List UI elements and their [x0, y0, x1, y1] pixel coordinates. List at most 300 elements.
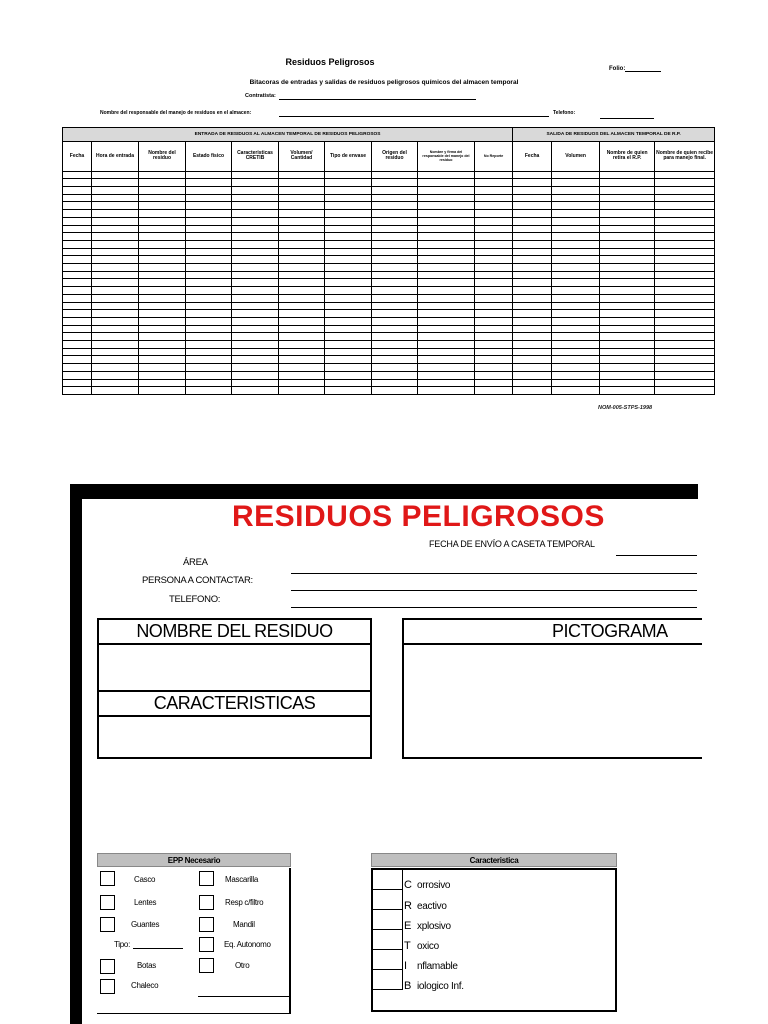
table-cell[interactable] — [372, 379, 418, 387]
table-cell[interactable] — [372, 364, 418, 372]
table-cell[interactable] — [552, 371, 600, 379]
table-cell[interactable] — [325, 271, 372, 279]
table-cell[interactable] — [63, 364, 92, 372]
table-cell[interactable] — [513, 217, 552, 225]
table-cell[interactable] — [325, 356, 372, 364]
table-cell[interactable] — [600, 233, 655, 241]
table-cell[interactable] — [186, 264, 232, 272]
table-cell[interactable] — [600, 256, 655, 264]
table-cell[interactable] — [552, 310, 600, 318]
table-cell[interactable] — [655, 310, 715, 318]
table-cell[interactable] — [372, 248, 418, 256]
table-cell[interactable] — [418, 194, 475, 202]
table-cell[interactable] — [372, 371, 418, 379]
table-cell[interactable] — [92, 371, 139, 379]
table-cell[interactable] — [475, 333, 513, 341]
table-cell[interactable] — [63, 317, 92, 325]
table-cell[interactable] — [232, 194, 279, 202]
table-cell[interactable] — [418, 356, 475, 364]
table-cell[interactable] — [513, 187, 552, 195]
table-cell[interactable] — [372, 348, 418, 356]
table-cell[interactable] — [552, 187, 600, 195]
table-cell[interactable] — [232, 379, 279, 387]
table-cell[interactable] — [232, 240, 279, 248]
table-cell[interactable] — [475, 348, 513, 356]
table-cell[interactable] — [418, 294, 475, 302]
table-cell[interactable] — [552, 333, 600, 341]
folio-line[interactable] — [625, 66, 661, 72]
table-cell[interactable] — [418, 341, 475, 349]
table-cell[interactable] — [139, 294, 186, 302]
table-cell[interactable] — [279, 348, 325, 356]
table-cell[interactable] — [513, 317, 552, 325]
table-cell[interactable] — [232, 333, 279, 341]
table-cell[interactable] — [92, 179, 139, 187]
table-cell[interactable] — [232, 371, 279, 379]
table-cell[interactable] — [63, 310, 92, 318]
table-cell[interactable] — [552, 256, 600, 264]
table-cell[interactable] — [279, 179, 325, 187]
table-cell[interactable] — [513, 248, 552, 256]
table-cell[interactable] — [513, 294, 552, 302]
table-cell[interactable] — [475, 341, 513, 349]
table-cell[interactable] — [475, 271, 513, 279]
table-cell[interactable] — [600, 171, 655, 179]
table-cell[interactable] — [232, 264, 279, 272]
table-cell[interactable] — [600, 279, 655, 287]
table-cell[interactable] — [63, 341, 92, 349]
table-cell[interactable] — [139, 379, 186, 387]
table-cell[interactable] — [279, 279, 325, 287]
table-cell[interactable] — [92, 248, 139, 256]
table-cell[interactable] — [552, 325, 600, 333]
area-field[interactable] — [291, 573, 697, 574]
table-cell[interactable] — [552, 287, 600, 295]
table-cell[interactable] — [92, 302, 139, 310]
table-cell[interactable] — [279, 379, 325, 387]
table-cell[interactable] — [372, 225, 418, 233]
table-cell[interactable] — [655, 271, 715, 279]
table-cell[interactable] — [279, 333, 325, 341]
table-cell[interactable] — [232, 171, 279, 179]
table-cell[interactable] — [186, 294, 232, 302]
table-cell[interactable] — [92, 171, 139, 179]
table-cell[interactable] — [232, 387, 279, 395]
table-cell[interactable] — [92, 294, 139, 302]
table-cell[interactable] — [513, 171, 552, 179]
table-cell[interactable] — [279, 194, 325, 202]
table-cell[interactable] — [92, 348, 139, 356]
table-cell[interactable] — [475, 233, 513, 241]
table-cell[interactable] — [418, 364, 475, 372]
table-cell[interactable] — [655, 225, 715, 233]
table-cell[interactable] — [655, 348, 715, 356]
table-cell[interactable] — [139, 356, 186, 364]
mascarilla-checkbox[interactable] — [199, 871, 214, 886]
table-cell[interactable] — [513, 279, 552, 287]
table-cell[interactable] — [655, 287, 715, 295]
table-cell[interactable] — [186, 341, 232, 349]
table-cell[interactable] — [418, 287, 475, 295]
table-cell[interactable] — [279, 317, 325, 325]
reactivo-checkbox[interactable] — [373, 890, 403, 910]
table-cell[interactable] — [232, 302, 279, 310]
table-cell[interactable] — [92, 387, 139, 395]
table-cell[interactable] — [418, 302, 475, 310]
table-cell[interactable] — [279, 310, 325, 318]
table-cell[interactable] — [279, 210, 325, 218]
table-cell[interactable] — [513, 387, 552, 395]
table-cell[interactable] — [600, 179, 655, 187]
toxico-checkbox[interactable] — [373, 930, 403, 950]
table-cell[interactable] — [325, 287, 372, 295]
table-cell[interactable] — [63, 356, 92, 364]
table-cell[interactable] — [513, 240, 552, 248]
table-cell[interactable] — [475, 371, 513, 379]
table-cell[interactable] — [279, 256, 325, 264]
table-cell[interactable] — [325, 310, 372, 318]
table-cell[interactable] — [600, 310, 655, 318]
table-cell[interactable] — [63, 171, 92, 179]
table-cell[interactable] — [186, 240, 232, 248]
table-cell[interactable] — [372, 310, 418, 318]
table-cell[interactable] — [372, 187, 418, 195]
table-cell[interactable] — [600, 379, 655, 387]
table-cell[interactable] — [418, 271, 475, 279]
table-cell[interactable] — [600, 217, 655, 225]
table-cell[interactable] — [372, 217, 418, 225]
table-cell[interactable] — [325, 364, 372, 372]
table-cell[interactable] — [600, 264, 655, 272]
table-cell[interactable] — [279, 271, 325, 279]
table-cell[interactable] — [186, 287, 232, 295]
table-cell[interactable] — [325, 294, 372, 302]
table-cell[interactable] — [600, 287, 655, 295]
table-cell[interactable] — [279, 240, 325, 248]
table-cell[interactable] — [325, 302, 372, 310]
table-cell[interactable] — [513, 379, 552, 387]
table-cell[interactable] — [418, 248, 475, 256]
table-cell[interactable] — [325, 210, 372, 218]
table-cell[interactable] — [279, 171, 325, 179]
table-cell[interactable] — [513, 371, 552, 379]
table-cell[interactable] — [279, 287, 325, 295]
table-cell[interactable] — [63, 233, 92, 241]
table-cell[interactable] — [139, 302, 186, 310]
table-cell[interactable] — [552, 348, 600, 356]
table-cell[interactable] — [418, 202, 475, 210]
table-cell[interactable] — [600, 371, 655, 379]
table-cell[interactable] — [372, 387, 418, 395]
table-cell[interactable] — [325, 325, 372, 333]
table-cell[interactable] — [186, 202, 232, 210]
table-cell[interactable] — [63, 202, 92, 210]
table-cell[interactable] — [552, 379, 600, 387]
table-cell[interactable] — [513, 225, 552, 233]
table-cell[interactable] — [279, 341, 325, 349]
table-cell[interactable] — [186, 364, 232, 372]
table-cell[interactable] — [63, 179, 92, 187]
table-cell[interactable] — [600, 364, 655, 372]
table-cell[interactable] — [372, 302, 418, 310]
table-cell[interactable] — [372, 240, 418, 248]
table-cell[interactable] — [372, 256, 418, 264]
table-cell[interactable] — [552, 240, 600, 248]
table-cell[interactable] — [186, 171, 232, 179]
table-cell[interactable] — [418, 333, 475, 341]
table-cell[interactable] — [186, 379, 232, 387]
telefono-field[interactable] — [291, 607, 697, 608]
table-cell[interactable] — [418, 256, 475, 264]
table-cell[interactable] — [655, 240, 715, 248]
table-cell[interactable] — [655, 302, 715, 310]
table-cell[interactable] — [513, 264, 552, 272]
table-cell[interactable] — [325, 256, 372, 264]
table-cell[interactable] — [139, 348, 186, 356]
mandil-checkbox[interactable] — [199, 917, 214, 932]
table-cell[interactable] — [418, 225, 475, 233]
table-cell[interactable] — [325, 202, 372, 210]
table-cell[interactable] — [655, 210, 715, 218]
table-cell[interactable] — [372, 210, 418, 218]
table-cell[interactable] — [63, 387, 92, 395]
table-cell[interactable] — [552, 217, 600, 225]
table-cell[interactable] — [92, 341, 139, 349]
table-cell[interactable] — [552, 225, 600, 233]
table-cell[interactable] — [475, 379, 513, 387]
resp-filtro-checkbox[interactable] — [199, 895, 214, 910]
table-cell[interactable] — [186, 210, 232, 218]
table-cell[interactable] — [600, 294, 655, 302]
table-cell[interactable] — [513, 341, 552, 349]
table-cell[interactable] — [186, 271, 232, 279]
table-cell[interactable] — [418, 264, 475, 272]
table-cell[interactable] — [139, 194, 186, 202]
table-cell[interactable] — [600, 302, 655, 310]
table-cell[interactable] — [475, 310, 513, 318]
table-cell[interactable] — [513, 179, 552, 187]
table-cell[interactable] — [232, 356, 279, 364]
table-cell[interactable] — [186, 371, 232, 379]
table-cell[interactable] — [475, 194, 513, 202]
table-cell[interactable] — [552, 279, 600, 287]
casco-checkbox[interactable] — [100, 871, 115, 886]
table-cell[interactable] — [186, 317, 232, 325]
biologico-checkbox[interactable] — [373, 970, 403, 990]
table-cell[interactable] — [325, 264, 372, 272]
table-cell[interactable] — [279, 217, 325, 225]
table-cell[interactable] — [279, 202, 325, 210]
table-cell[interactable] — [186, 387, 232, 395]
table-cell[interactable] — [186, 333, 232, 341]
table-cell[interactable] — [186, 248, 232, 256]
table-cell[interactable] — [232, 341, 279, 349]
table-cell[interactable] — [232, 287, 279, 295]
table-cell[interactable] — [372, 171, 418, 179]
table-cell[interactable] — [92, 317, 139, 325]
table-cell[interactable] — [655, 217, 715, 225]
table-cell[interactable] — [418, 348, 475, 356]
table-cell[interactable] — [513, 348, 552, 356]
persona-contactar-field[interactable] — [291, 590, 697, 591]
table-cell[interactable] — [279, 294, 325, 302]
table-cell[interactable] — [92, 225, 139, 233]
table-cell[interactable] — [513, 256, 552, 264]
table-cell[interactable] — [372, 202, 418, 210]
table-cell[interactable] — [92, 194, 139, 202]
table-cell[interactable] — [139, 317, 186, 325]
tipo-field[interactable] — [133, 948, 183, 949]
table-cell[interactable] — [63, 287, 92, 295]
table-cell[interactable] — [325, 348, 372, 356]
table-cell[interactable] — [475, 287, 513, 295]
table-cell[interactable] — [655, 317, 715, 325]
table-cell[interactable] — [600, 194, 655, 202]
table-cell[interactable] — [139, 256, 186, 264]
table-cell[interactable] — [475, 256, 513, 264]
table-cell[interactable] — [63, 271, 92, 279]
table-cell[interactable] — [186, 179, 232, 187]
table-cell[interactable] — [418, 310, 475, 318]
lentes-checkbox[interactable] — [100, 895, 115, 910]
corrosivo-checkbox[interactable] — [373, 870, 403, 890]
table-cell[interactable] — [92, 364, 139, 372]
table-cell[interactable] — [513, 194, 552, 202]
table-cell[interactable] — [475, 248, 513, 256]
table-cell[interactable] — [655, 187, 715, 195]
table-cell[interactable] — [655, 333, 715, 341]
table-cell[interactable] — [475, 264, 513, 272]
table-cell[interactable] — [372, 356, 418, 364]
table-cell[interactable] — [139, 171, 186, 179]
table-cell[interactable] — [232, 294, 279, 302]
table-cell[interactable] — [92, 240, 139, 248]
table-cell[interactable] — [552, 317, 600, 325]
table-cell[interactable] — [232, 348, 279, 356]
table-cell[interactable] — [325, 225, 372, 233]
table-cell[interactable] — [92, 187, 139, 195]
table-cell[interactable] — [63, 333, 92, 341]
table-cell[interactable] — [63, 348, 92, 356]
otro-field[interactable] — [198, 996, 289, 997]
table-cell[interactable] — [92, 271, 139, 279]
table-cell[interactable] — [279, 248, 325, 256]
table-cell[interactable] — [325, 341, 372, 349]
table-cell[interactable] — [232, 179, 279, 187]
table-cell[interactable] — [232, 310, 279, 318]
table-cell[interactable] — [552, 356, 600, 364]
fecha-envio-field[interactable] — [616, 555, 697, 556]
table-cell[interactable] — [139, 325, 186, 333]
table-cell[interactable] — [139, 240, 186, 248]
table-cell[interactable] — [552, 233, 600, 241]
table-cell[interactable] — [186, 348, 232, 356]
table-cell[interactable] — [655, 256, 715, 264]
table-cell[interactable] — [600, 325, 655, 333]
table-cell[interactable] — [139, 187, 186, 195]
table-cell[interactable] — [232, 233, 279, 241]
table-cell[interactable] — [139, 225, 186, 233]
table-cell[interactable] — [279, 325, 325, 333]
table-cell[interactable] — [600, 240, 655, 248]
table-cell[interactable] — [186, 325, 232, 333]
table-cell[interactable] — [475, 302, 513, 310]
table-cell[interactable] — [600, 387, 655, 395]
table-cell[interactable] — [372, 233, 418, 241]
table-cell[interactable] — [92, 217, 139, 225]
table-cell[interactable] — [475, 225, 513, 233]
table-cell[interactable] — [372, 279, 418, 287]
table-cell[interactable] — [600, 187, 655, 195]
table-cell[interactable] — [63, 264, 92, 272]
contratista-field[interactable] — [279, 99, 476, 100]
table-cell[interactable] — [325, 240, 372, 248]
table-cell[interactable] — [139, 264, 186, 272]
table-cell[interactable] — [418, 325, 475, 333]
table-cell[interactable] — [513, 302, 552, 310]
table-cell[interactable] — [475, 387, 513, 395]
table-cell[interactable] — [139, 279, 186, 287]
table-cell[interactable] — [552, 341, 600, 349]
table-cell[interactable] — [92, 333, 139, 341]
table-cell[interactable] — [325, 248, 372, 256]
table-cell[interactable] — [372, 341, 418, 349]
table-cell[interactable] — [139, 248, 186, 256]
table-cell[interactable] — [418, 217, 475, 225]
table-cell[interactable] — [279, 371, 325, 379]
table-cell[interactable] — [63, 225, 92, 233]
table-cell[interactable] — [186, 217, 232, 225]
table-cell[interactable] — [655, 194, 715, 202]
table-cell[interactable] — [513, 333, 552, 341]
table-cell[interactable] — [325, 217, 372, 225]
table-cell[interactable] — [92, 356, 139, 364]
table-cell[interactable] — [232, 187, 279, 195]
table-cell[interactable] — [63, 294, 92, 302]
table-cell[interactable] — [139, 202, 186, 210]
table-cell[interactable] — [655, 179, 715, 187]
table-cell[interactable] — [92, 264, 139, 272]
table-cell[interactable] — [475, 171, 513, 179]
table-cell[interactable] — [372, 294, 418, 302]
table-cell[interactable] — [475, 217, 513, 225]
table-cell[interactable] — [232, 279, 279, 287]
table-cell[interactable] — [418, 179, 475, 187]
table-cell[interactable] — [63, 279, 92, 287]
table-cell[interactable] — [513, 364, 552, 372]
table-cell[interactable] — [232, 217, 279, 225]
table-cell[interactable] — [655, 364, 715, 372]
table-cell[interactable] — [92, 287, 139, 295]
table-cell[interactable] — [372, 179, 418, 187]
table-cell[interactable] — [372, 264, 418, 272]
table-cell[interactable] — [418, 210, 475, 218]
table-cell[interactable] — [600, 341, 655, 349]
table-cell[interactable] — [92, 256, 139, 264]
table-cell[interactable] — [655, 325, 715, 333]
table-cell[interactable] — [552, 271, 600, 279]
table-cell[interactable] — [63, 256, 92, 264]
table-cell[interactable] — [139, 217, 186, 225]
table-cell[interactable] — [552, 171, 600, 179]
table-cell[interactable] — [325, 179, 372, 187]
table-cell[interactable] — [63, 371, 92, 379]
botas-checkbox[interactable] — [100, 959, 115, 974]
table-cell[interactable] — [232, 225, 279, 233]
table-cell[interactable] — [232, 248, 279, 256]
table-cell[interactable] — [475, 317, 513, 325]
table-cell[interactable] — [655, 202, 715, 210]
